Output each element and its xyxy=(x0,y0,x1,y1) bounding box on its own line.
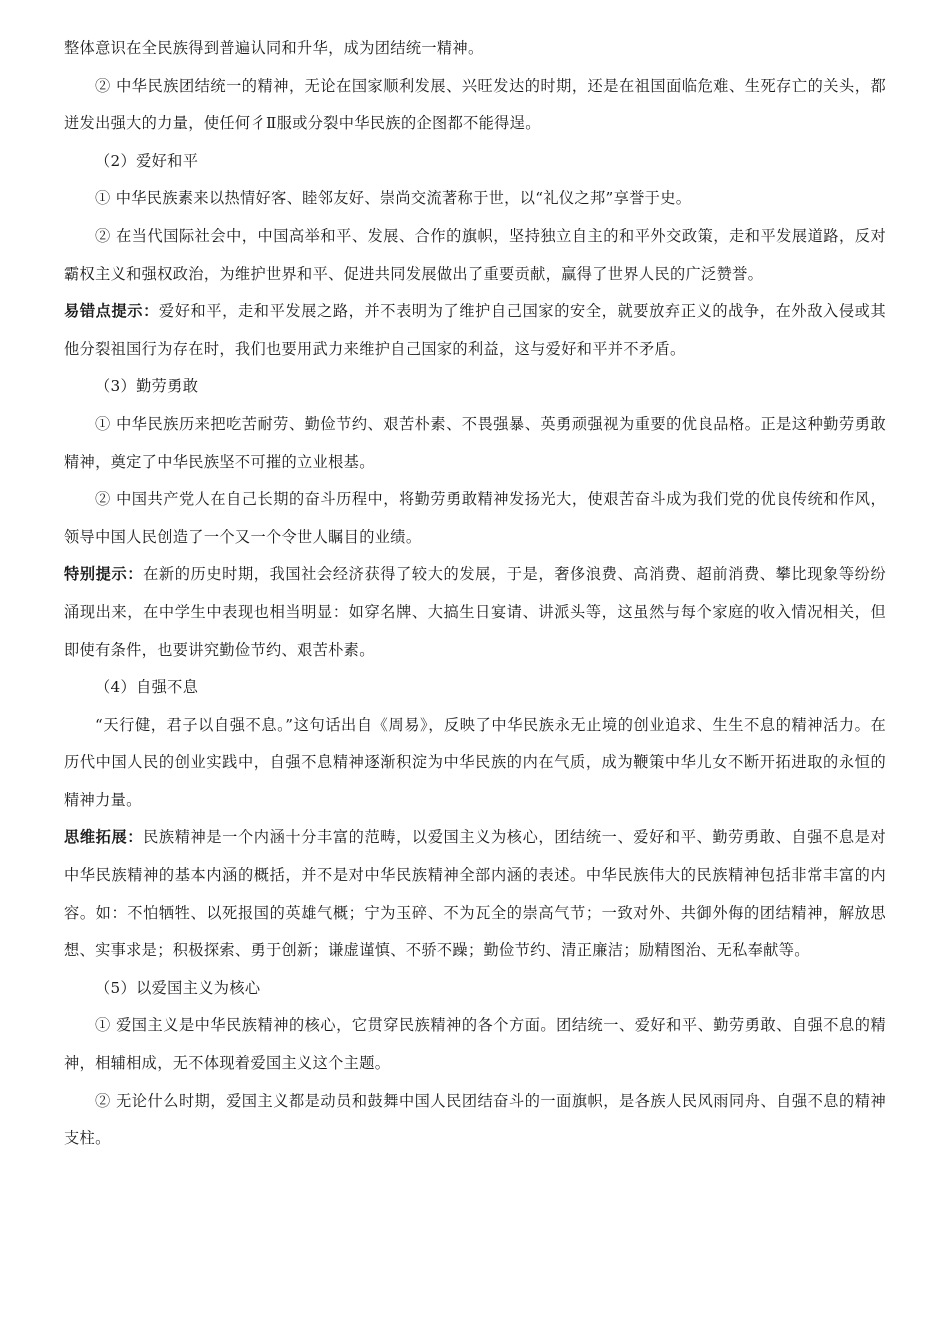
tip-label: 易错点提示： xyxy=(64,302,159,321)
section-heading-patriotism: （5）以爱国主义为核心 xyxy=(95,978,261,997)
body-paragraph-diligence-2: ② 中国共产党人在自己长期的奋斗历程中，将勤劳勇敢精神发扬光大，使艰苦奋斗成为我们党的优良传统和作风，领导中国人民创造了一个又一个令世人瞩目的业绩。 xyxy=(64,490,886,546)
section-heading-diligence: （3）勤劳勇敢 xyxy=(95,377,199,396)
tip-text: 民族精神是一个内涵十分丰富的范畴，以爱国主义为核心，团结统一、爱好和平、勤劳勇敢、自强不息是对中华民族精神的基本内涵的概括，并不是对中华民族精神全部内涵的表述。中华民族伟大的民族精神包括非常丰富的内容。如：不怕牺牲、以死报国的英雄气概；宁为玉碎、不为瓦全的崇高气节；一致对外、共御外侮的团结精神，解放思想、实事求是；积极探索、勇于创新；谦虚谨慎、不骄不躁；勤俭节约、清正廉洁；励精图治、无私奉献等。 xyxy=(64,828,887,960)
body-paragraph-patriotism-2: ② 无论什么时期，爱国主义都是动员和鼓舞中国人民团结奋斗的一面旗帜，是各族人民风雨同舟、自强不息的精神支柱。 xyxy=(64,1091,886,1148)
section-heading-self-improvement: （4）自强不息 xyxy=(95,678,199,697)
body-paragraph-peace-2: ② 在当代国际社会中，中国高举和平、发展、合作的旗帜，坚持独立自主的和平外交政策，走和平发展道路，反对霸权主义和强权政治，为维护世界和平、促进共同发展做出了重要贡献，赢得了世界人民的广泛赞誉。 xyxy=(64,226,886,283)
document-page xyxy=(64,30,886,1158)
body-paragraph-peace-1: ① 中华民族素来以热情好客、睦邻友好、崇尚交流著称于世，以“礼仪之邦”享誉于史。 xyxy=(95,189,692,208)
tip-text: 在新的历史时期，我国社会经济获得了较大的发展，于是，奢侈浪费、高消费、超前消费、攀比现象等纷纷涌现出来，在中学生中表现也相当明显：如穿名牌、大搞生日宴请、讲派头等，这虽然与每个家庭的收入情况相关，但即使有条件，也要讲究勤俭节约、艰苦朴素。 xyxy=(64,565,887,659)
body-paragraph-patriotism-1: ① 爱国主义是中华民族精神的核心，它贯穿民族精神的各个方面。团结统一、爱好和平、勤劳勇敢、自强不息的精神，相辅相成，无不体现着爱国主义这个主题。 xyxy=(64,1016,886,1073)
tip-label: 思维拓展： xyxy=(64,828,144,847)
body-paragraph-self-improvement: “天行健，君子以自强不息。”这句话出自《周易》，反映了中华民族永无止境的创业追求、生生不息的精神活力。在历代中国人民的创业实践中，自强不息精神逐渐积淀为中华民族的内在气质，成为鞭策中华儿女不断开拓进取的永恒的精神力量。 xyxy=(64,715,886,809)
tip-text: 爱好和平，走和平发展之路，并不表明为了维护自己国家的安全，就要放弃正义的战争，在外敌入侵或其他分裂祖国行为存在时，我们也要用武力来维护自己国家的利益，这与爱好和平并不矛盾。 xyxy=(64,302,886,358)
body-paragraph-unity-2: ② 中华民族团结统一的精神，无论在国家顺利发展、兴旺发达的时期，还是在祖国面临危难、生死存亡的关头，都迸发出强大的力量，使任何彳Ⅱ服或分裂中华民族的企图都不能得逞。 xyxy=(64,76,886,133)
tip-label: 特别提示： xyxy=(64,565,144,584)
tip-paragraph-thinking-extension xyxy=(64,819,886,969)
tip-paragraph-special xyxy=(64,556,886,669)
section-heading-peace: （2）爱好和平 xyxy=(95,151,199,170)
tip-paragraph-error-prone xyxy=(64,293,886,368)
body-paragraph-continuation: 整体意识在全民族得到普遍认同和升华，成为团结统一精神。 xyxy=(64,39,484,57)
body-paragraph-diligence-1: ① 中华民族历来把吃苦耐劳、勤俭节约、艰苦朴素、不畏强暴、英勇顽强视为重要的优良品格。正是这种勤劳勇敢精神，奠定了中华民族坚不可摧的立业根基。 xyxy=(64,414,886,471)
